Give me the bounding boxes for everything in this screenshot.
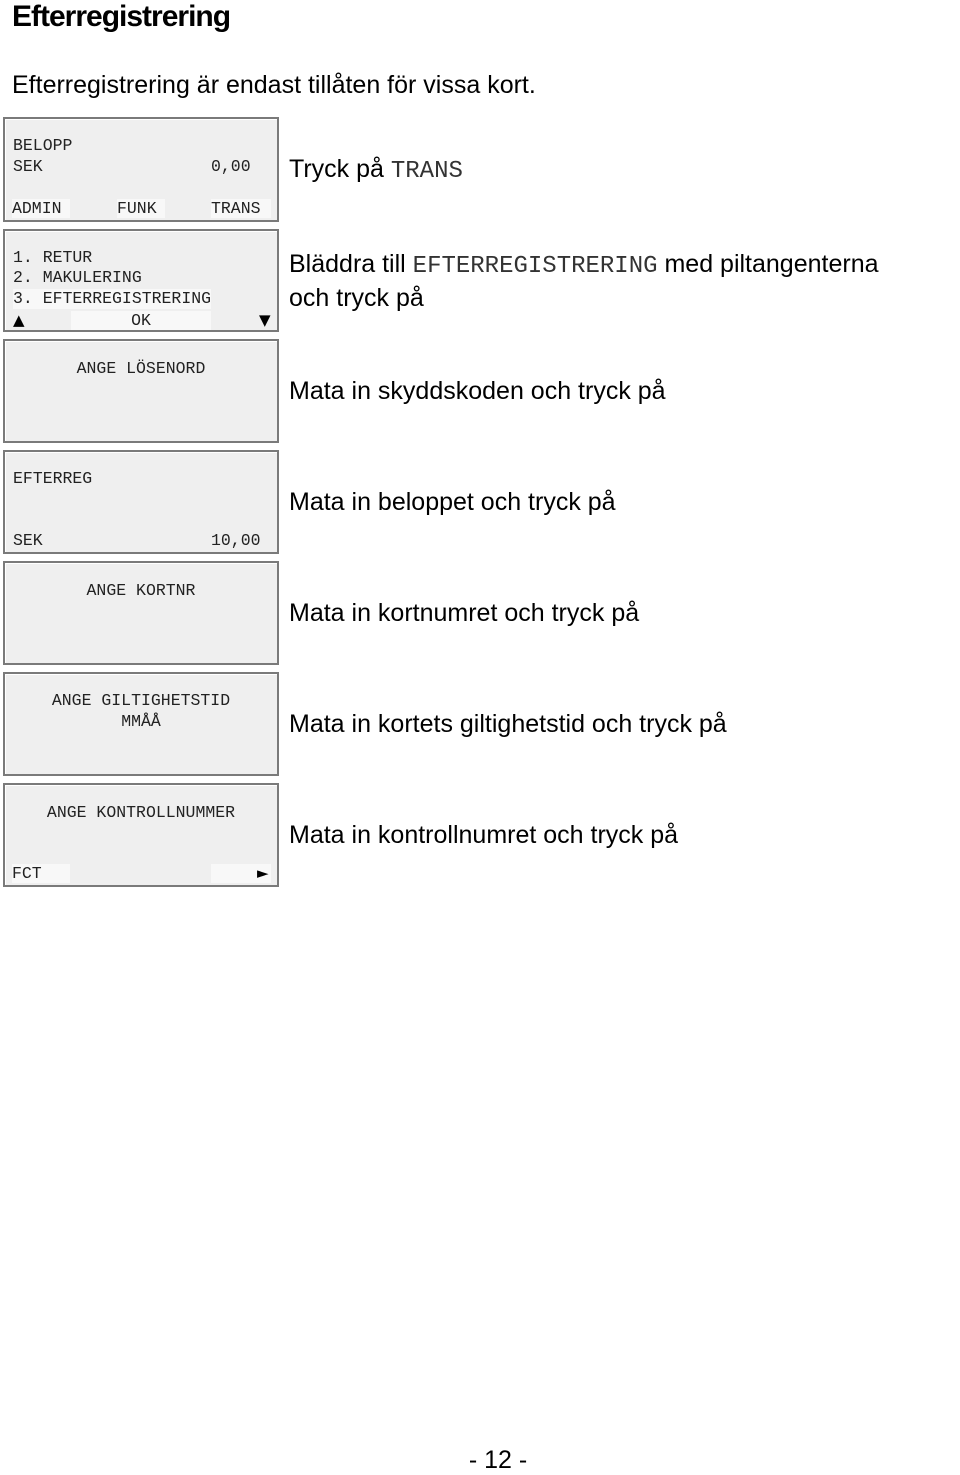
terminal-screen-efterreg	[3, 450, 279, 554]
instruction-step-1: Tryck på TRANS	[289, 155, 463, 185]
down-arrow-icon[interactable]: ▼	[259, 311, 271, 329]
terminal-screen-password	[3, 339, 279, 443]
screen-line-efterreg: EFTERREG	[13, 469, 93, 488]
menu-item-makulering[interactable]: 2. MAKULERING	[13, 268, 142, 287]
screen-currency: SEK	[13, 157, 43, 176]
screen-currency: SEK	[13, 531, 43, 550]
terminal-screen-menu	[3, 229, 279, 332]
screen-prompt-controlnumber: ANGE KONTROLLNUMMER	[46, 803, 236, 822]
instruction-step-5: Mata in kortnumret och tryck på	[289, 599, 640, 627]
key-trans-ref: TRANS	[390, 158, 463, 185]
up-arrow-icon[interactable]: ▲	[13, 311, 25, 329]
terminal-screen-expiry	[3, 672, 279, 776]
screen-expiry-format: MMÅÅ	[121, 712, 161, 731]
instruction-step-7: Mata in kontrollnumret och tryck på	[289, 821, 679, 849]
terminal-screen-amount	[3, 117, 279, 222]
terminal-screen-cardnumber	[3, 561, 279, 665]
terminal-screen-controlnumber	[3, 783, 279, 887]
softkey-ok[interactable]: OK	[71, 311, 211, 330]
softkey-admin[interactable]: ADMIN	[12, 199, 70, 218]
softkey-fct[interactable]: FCT	[12, 864, 70, 883]
screen-prompt-password: ANGE LÖSENORD	[76, 359, 206, 378]
screen-amount: 0,00	[211, 157, 251, 176]
screen-prompt-expiry: ANGE GILTIGHETSTID	[51, 691, 231, 710]
page-title: Efterregistrering	[12, 0, 231, 33]
instruction-step-4: Mata in beloppet och tryck på	[289, 488, 616, 516]
screen-prompt-cardnumber: ANGE KORTNR	[86, 581, 196, 600]
screen-line-belopp: BELOPP	[13, 136, 73, 155]
instruction-step-6: Mata in kortets giltighetstid och tryck på	[289, 710, 727, 738]
menu-item-efterregistrering[interactable]: 3. EFTERREGISTRERING	[13, 289, 212, 308]
softkey-trans[interactable]: TRANS	[211, 199, 271, 218]
menu-item-retur[interactable]: 1. RETUR	[13, 248, 93, 267]
instruction-step-3: Mata in skyddskoden och tryck på	[289, 377, 666, 405]
softkey-right[interactable]	[211, 864, 271, 883]
instruction-step-2: Bläddra till EFTERREGISTRERING med piltangenterna	[289, 250, 879, 280]
page-number: - 12 -	[468, 1446, 528, 1474]
softkey-funk[interactable]: FUNK	[117, 199, 165, 218]
screen-amount: 10,00	[211, 531, 261, 550]
right-arrow-icon: ►	[257, 864, 269, 882]
intro-text: Efterregistrering är endast tillåten för vissa kort.	[12, 71, 536, 99]
instruction-step-2-line2: och tryck på	[289, 284, 424, 312]
menu-ref-efterregistrering: EFTERREGISTRERING	[412, 253, 658, 280]
